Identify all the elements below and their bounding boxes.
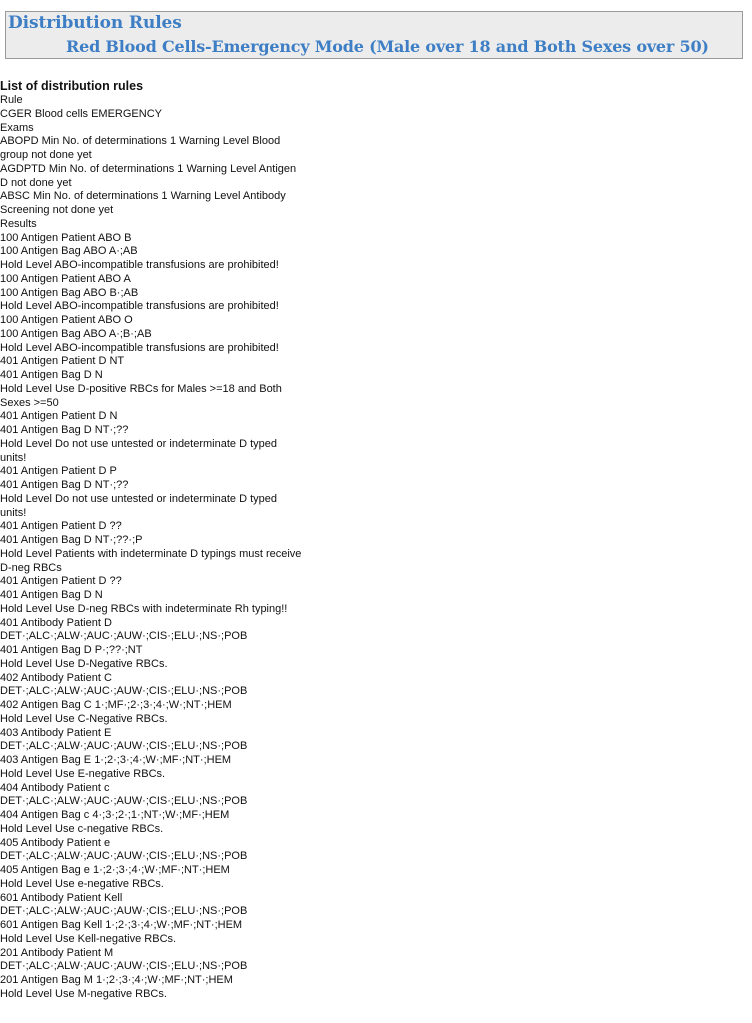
rule-line: 401 Antibody Patient D [0, 616, 112, 629]
rule-line: Hold Level ABO-incompatible transfusions are prohibited! [0, 341, 279, 354]
rule-line: Exams [0, 121, 34, 134]
rule-line: Sexes >=50 [0, 396, 59, 409]
rule-line: ABSC Min No. of determinations 1 Warning Level Antibody [0, 190, 286, 203]
rule-line: 405 Antibody Patient e [0, 836, 111, 849]
rule-line: 601 Antigen Bag Kell 1·;2·;3·;4·;W·;MF·;NT·;HEM [0, 919, 243, 931]
rule-line: DET·;ALC·;ALW·;AUC·;AUW·;CIS·;ELU·;NS·;POB [0, 850, 248, 863]
document-subtitle: Red Blood Cells-Emergency Mode (Male over 18 and Both Sexes over 50) [66, 37, 709, 56]
rule-line: Hold Level Do not use untested or indeterminate D typed [0, 437, 277, 450]
rules-content [0, 79, 745, 1002]
rule-line: 401 Antigen Patient D N [0, 410, 118, 423]
rule-line: Hold Level Use C-Negative RBCs. [0, 712, 168, 725]
rule-line: 401 Antigen Patient D NT [0, 355, 125, 368]
rule-line: 401 Antigen Bag D NT·;??·;P [0, 534, 143, 546]
rule-line: Results [0, 217, 37, 230]
rule-line: 401 Antigen Patient D ?? [0, 575, 122, 588]
rule-line: Screening not done yet [0, 204, 114, 216]
rule-line: 404 Antigen Bag c 4·;3·;2·;1·;NT·;W·;MF·;HEM [0, 809, 230, 821]
rule-line: 201 Antigen Bag M 1·;2·;3·;4·;W·;MF·;NT·;HEM [0, 974, 233, 986]
rule-line: 401 Antigen Bag D N [0, 369, 103, 381]
rule-line: DET·;ALC·;ALW·;AUC·;AUW·;CIS·;ELU·;NS·;POB [0, 740, 248, 753]
rule-line: Hold Level ABO-incompatible transfusions are prohibited! [0, 259, 279, 271]
rule-line: 100 Antigen Bag ABO A·;AB [0, 245, 138, 258]
rule-line: D-neg RBCs [0, 561, 62, 574]
rule-line: DET·;ALC·;ALW·;AUC·;AUW·;CIS·;ELU·;NS·;POB [0, 960, 248, 973]
rule-line: Hold Level Use e-negative RBCs. [0, 877, 164, 890]
rule-line: Hold Level Do not use untested or indeterminate D typed [0, 492, 277, 505]
rule-line: group not done yet [0, 149, 92, 161]
rule-line: Hold Level ABO-incompatible transfusions are prohibited! [0, 300, 279, 313]
rule-line: 100 Antigen Patient ABO A [0, 272, 131, 285]
rule-line: 402 Antigen Bag C 1·;MF·;2·;3·;4·;W·;NT·;HEM [0, 699, 232, 711]
rule-line: units! [0, 451, 27, 464]
rule-line: CGER Blood cells EMERGENCY [0, 107, 162, 120]
rule-line: 405 Antigen Bag e 1·;2·;3·;4·;W·;MF·;NT·;HEM [0, 864, 230, 876]
rule-line: Hold Level Use D-neg RBCs with indeterminate Rh typing!! [0, 602, 288, 615]
rule-line: Rule [0, 94, 23, 106]
rule-line: 401 Antigen Bag D NT·;?? [0, 424, 129, 436]
rule-line: Hold Level Use M-negative RBCs. [0, 987, 167, 1000]
rule-line: ABOPD Min No. of determinations 1 Warning Level Blood [0, 135, 281, 148]
rule-line: 402 Antibody Patient C [0, 671, 112, 684]
rule-line: Hold Level Use E-negative RBCs. [0, 767, 166, 780]
header-banner [5, 11, 743, 59]
rule-line: 100 Antigen Patient ABO B [0, 231, 132, 244]
rule-line: 401 Antigen Bag D P·;??·;NT [0, 644, 143, 656]
rule-line: 601 Antibody Patient Kell [0, 891, 123, 904]
rule-line: 100 Antigen Bag ABO A·;B·;AB [0, 327, 152, 340]
rule-line: DET·;ALC·;ALW·;AUC·;AUW·;CIS·;ELU·;NS·;POB [0, 905, 248, 918]
rule-line: 401 Antigen Patient D ?? [0, 520, 122, 533]
rule-line: Hold Level Use D-Negative RBCs. [0, 657, 168, 670]
rule-line: 100 Antigen Bag ABO B·;AB [0, 286, 139, 299]
rule-line: Hold Level Patients with indeterminate D typings must receive [0, 547, 302, 560]
rule-line: AGDPTD Min No. of determinations 1 Warning Level Antigen [0, 162, 297, 175]
rule-line: 403 Antigen Bag E 1·;2·;3·;4·;W·;MF·;NT·;HEM [0, 754, 232, 766]
rule-line: 401 Antigen Patient D P [0, 465, 117, 478]
rule-line: Hold Level Use c-negative RBCs. [0, 822, 164, 835]
rule-lines [0, 94, 745, 1002]
rule-line: Hold Level Use D-positive RBCs for Males >=18 and Both [0, 382, 282, 395]
rule-line: D not done yet [0, 176, 72, 189]
rule-line: DET·;ALC·;ALW·;AUC·;AUW·;CIS·;ELU·;NS·;POB [0, 630, 248, 643]
rule-line: DET·;ALC·;ALW·;AUC·;AUW·;CIS·;ELU·;NS·;POB [0, 685, 248, 698]
rule-line: 100 Antigen Patient ABO O [0, 314, 133, 326]
document-title: Distribution Rules [8, 13, 182, 33]
rule-line: 401 Antigen Bag D NT·;?? [0, 479, 129, 491]
rule-line: 201 Antibody Patient M [0, 946, 114, 959]
rule-line: 404 Antibody Patient c [0, 781, 110, 794]
rule-line: Hold Level Use Kell-negative RBCs. [0, 932, 177, 945]
rule-line: DET·;ALC·;ALW·;AUC·;AUW·;CIS·;ELU·;NS·;POB [0, 795, 248, 808]
rule-line: 403 Antibody Patient E [0, 726, 112, 739]
rule-line: 401 Antigen Bag D N [0, 589, 103, 601]
section-heading: List of distribution rules [0, 79, 144, 93]
rule-line: units! [0, 506, 27, 519]
